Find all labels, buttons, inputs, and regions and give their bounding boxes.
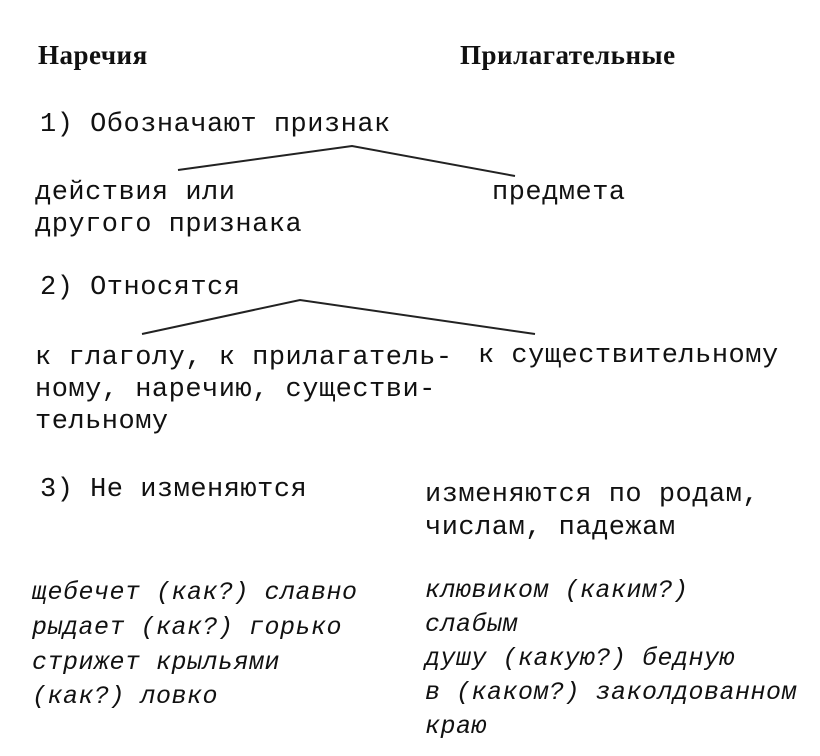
section2-left-line1: к глаголу, к прилагатель- — [35, 343, 453, 373]
section1-left-line2: другого признака — [35, 210, 303, 240]
section3-left: 3) Не изменяются — [40, 475, 308, 505]
branch-line-2 — [142, 300, 535, 334]
section2-title: 2) Относятся — [40, 273, 241, 303]
branch-line-1 — [178, 146, 515, 176]
section3-right-line2: числам, падежам — [425, 513, 676, 543]
example-left-3: стрижет крыльями — [32, 648, 281, 677]
example-left-2: рыдает (как?) горько — [32, 613, 343, 642]
example-right-3: душу (какую?) бедную — [425, 644, 736, 673]
example-right-2: слабым — [425, 610, 519, 639]
section2-right: к существительному — [478, 341, 779, 371]
example-left-4: (как?) ловко — [32, 682, 219, 711]
section2-left-line2: ному, наречию, существи- — [35, 375, 436, 405]
section2-left-line3: тельному — [35, 407, 169, 437]
section1-left-line1: действия или — [35, 178, 236, 208]
adjectives-header: Прилагательные — [460, 40, 676, 70]
example-left-1: щебечет (как?) славно — [32, 578, 358, 607]
example-right-1: клювиком (каким?) — [425, 576, 689, 605]
section1-right: предмета — [492, 178, 626, 208]
section1-title: 1) Обозначают признак — [40, 110, 391, 140]
example-right-4: в (каком?) заколдованном — [425, 678, 798, 707]
adverbs-header: Наречия — [38, 40, 148, 70]
example-right-5: краю — [425, 712, 488, 741]
section3-right-line1: изменяются по родам, — [425, 480, 760, 510]
